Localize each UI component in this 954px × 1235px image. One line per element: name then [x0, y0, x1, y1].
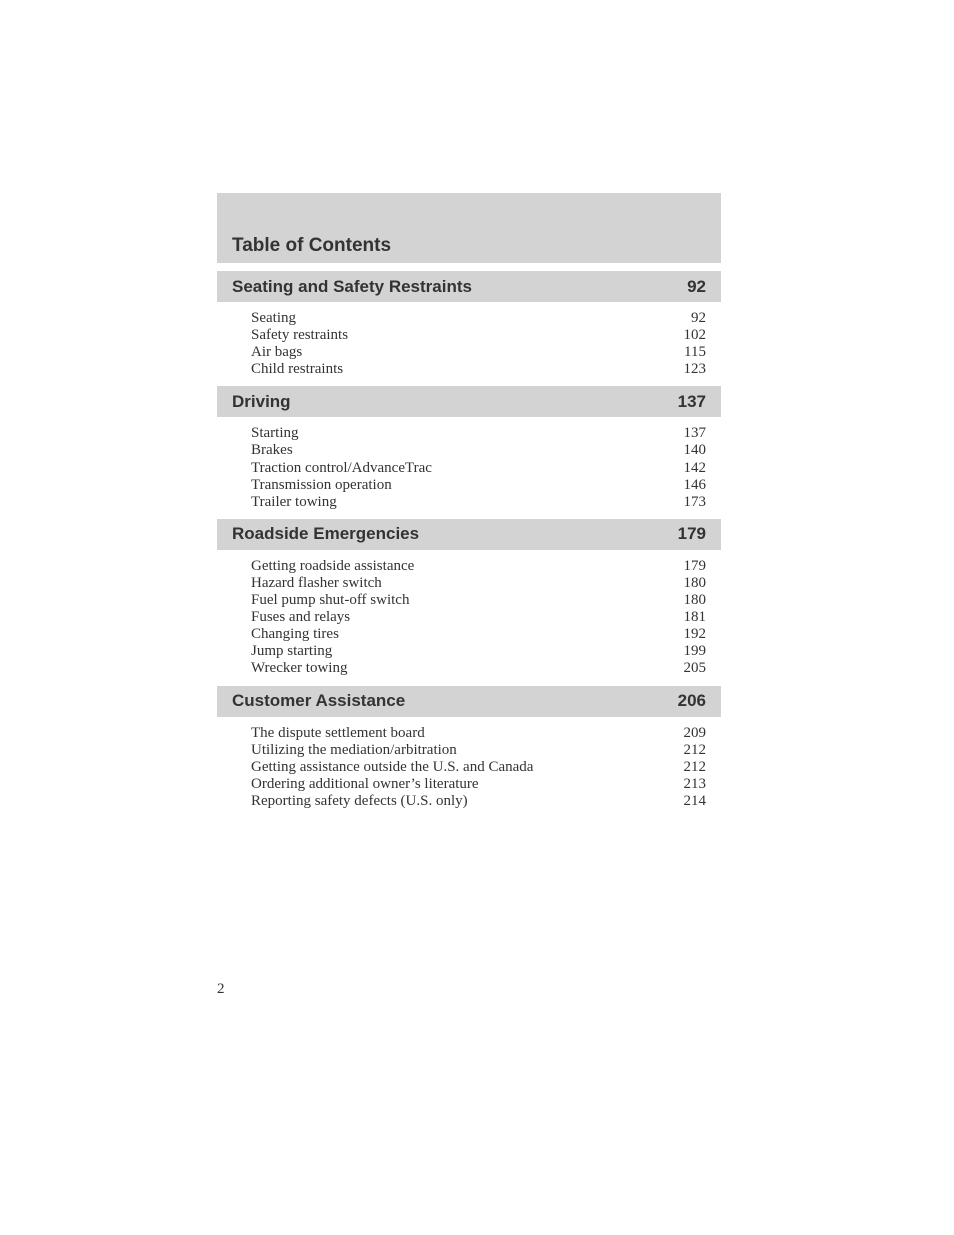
section-header[interactable] [217, 386, 721, 417]
toc-entry[interactable] [251, 442, 706, 459]
entry-label: Seating [251, 310, 296, 326]
entry-label: Traction control/AdvanceTrac [251, 459, 432, 476]
toc-entry[interactable] [251, 361, 706, 378]
entry-label: Changing tires [251, 626, 339, 643]
entry-label: Fuses and relays [251, 609, 351, 626]
entry-page: 192 [683, 626, 706, 643]
section-entries [217, 417, 721, 510]
entry-page: 142 [683, 459, 706, 476]
section-page: 92 [687, 276, 706, 296]
entry-label: Fuel pump shut-off switch [251, 592, 410, 609]
entry-page: 180 [683, 592, 706, 609]
entry-label: Jump starting [251, 643, 333, 660]
sections-container [217, 271, 721, 810]
entry-label: Hazard flasher switch [251, 574, 382, 591]
entry-label: Reporting safety defects (U.S. only) [251, 792, 468, 809]
entry-label: Ordering additional owner’s literature [251, 775, 479, 792]
entry-page: 199 [683, 643, 706, 660]
entry-label: Air bags [251, 344, 303, 361]
section-entries [217, 717, 721, 810]
entry-page: 92 [691, 310, 706, 326]
entry-label: Starting [251, 425, 299, 442]
page-number: 2 [217, 981, 225, 997]
entry-page: 140 [683, 442, 706, 459]
toc-entry[interactable] [251, 425, 706, 442]
entry-label: Transmission operation [251, 476, 392, 493]
entry-page: 212 [683, 758, 706, 775]
toc-entry[interactable] [251, 558, 706, 575]
entry-page: 123 [683, 361, 706, 378]
toc-entry[interactable] [251, 460, 706, 477]
toc-entry[interactable] [251, 759, 706, 776]
toc-entry[interactable] [251, 742, 706, 759]
entry-page: 146 [683, 476, 706, 493]
page-title: Table of Contents [232, 235, 392, 256]
entry-label: Trailer towing [251, 493, 337, 510]
section-entries [217, 302, 721, 378]
section-title: Customer Assistance [232, 691, 406, 710]
toc-entry[interactable] [251, 592, 706, 609]
section-title: Roadside Emergencies [232, 524, 420, 544]
section-header[interactable] [217, 519, 721, 550]
toc-entry[interactable] [251, 327, 706, 344]
toc-entry[interactable] [251, 725, 706, 742]
entry-page: 214 [683, 792, 706, 809]
toc-entry[interactable] [251, 626, 706, 643]
toc-section [217, 519, 721, 678]
toc-entry[interactable] [251, 776, 706, 793]
entry-page: 102 [683, 327, 706, 344]
entry-label: Child restraints [251, 361, 344, 378]
section-page: 179 [677, 524, 706, 544]
title-band [217, 193, 721, 263]
entry-page: 212 [683, 741, 706, 758]
section-page: 137 [677, 391, 706, 411]
entry-page: 205 [683, 660, 706, 677]
section-title: Seating and Safety Restraints [232, 276, 472, 296]
toc-section [217, 686, 721, 810]
toc-section [217, 271, 721, 378]
toc-entry[interactable] [251, 477, 706, 494]
entry-page: 137 [683, 425, 706, 442]
entry-label: The dispute settlement board [251, 724, 425, 741]
toc-entry[interactable] [251, 793, 706, 810]
entry-label: Getting roadside assistance [251, 557, 415, 574]
toc-entry[interactable] [251, 494, 706, 511]
entry-label: Wrecker towing [251, 660, 348, 677]
section-header[interactable] [217, 271, 721, 302]
entry-label: Safety restraints [251, 327, 349, 344]
toc-entry[interactable] [251, 609, 706, 626]
section-header[interactable] [217, 686, 721, 717]
section-entries [217, 550, 721, 678]
toc-entry[interactable] [251, 643, 706, 660]
toc-entry[interactable] [251, 575, 706, 592]
entry-page: 173 [683, 493, 706, 510]
entry-page: 179 [683, 557, 706, 574]
entry-page: 181 [683, 609, 706, 626]
toc-entry[interactable] [251, 344, 706, 361]
entry-page: 180 [683, 574, 706, 591]
entry-label: Getting assistance outside the U.S. and Canada [251, 758, 534, 775]
section-title: Driving [232, 391, 291, 411]
entry-page: 213 [683, 775, 706, 792]
entry-page: 209 [683, 724, 706, 741]
table-of-contents [217, 193, 721, 810]
entry-label: Utilizing the mediation/arbitration [251, 741, 457, 758]
toc-section [217, 386, 721, 510]
toc-entry[interactable] [251, 660, 706, 677]
toc-entry[interactable] [251, 310, 706, 327]
entry-label: Brakes [251, 442, 293, 459]
section-page: 206 [677, 691, 706, 710]
entry-page: 115 [684, 344, 706, 361]
